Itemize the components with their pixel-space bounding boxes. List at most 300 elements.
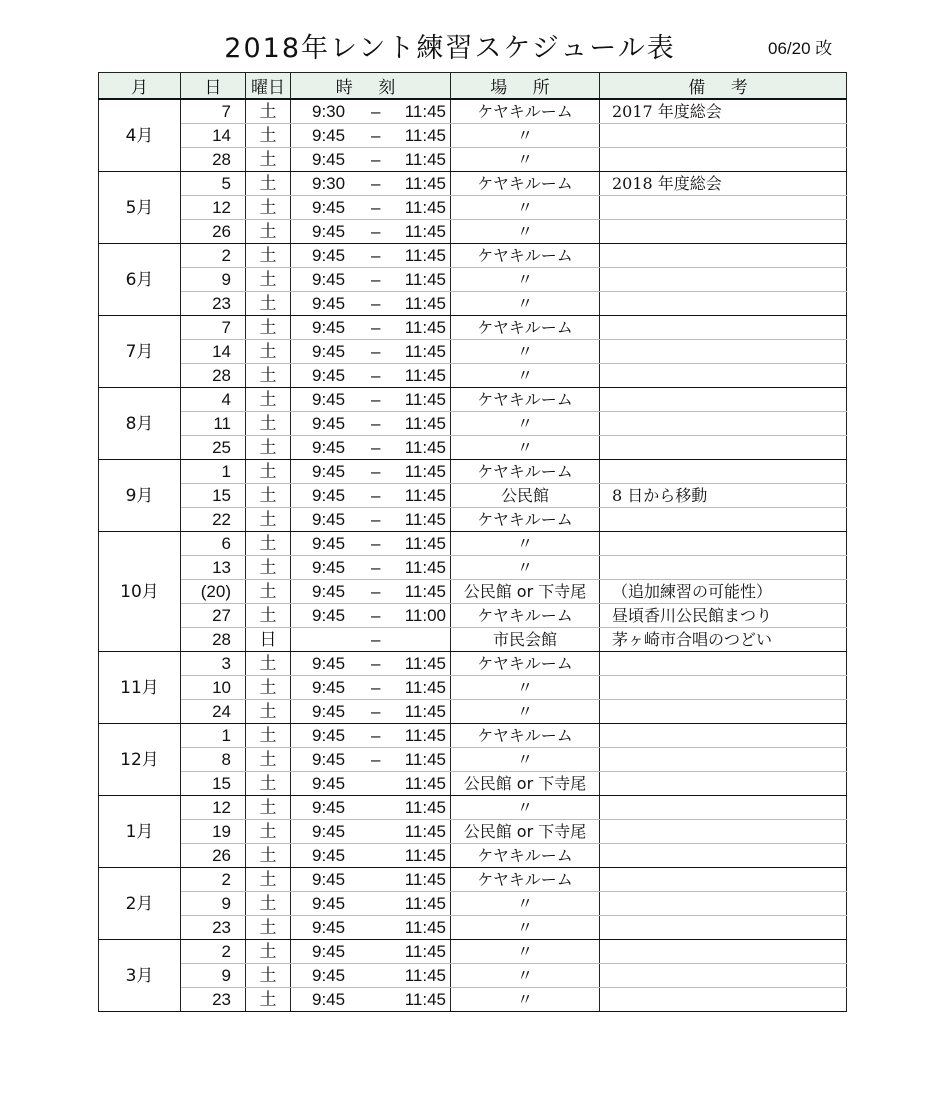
weekday-cell: 土 (246, 292, 291, 316)
time-cell (291, 172, 451, 196)
place-cell: ケヤキルーム (451, 604, 600, 628)
time-cell (291, 436, 451, 460)
header-row (99, 73, 847, 100)
day-cell: 26 (181, 844, 246, 868)
start-time: 9:45 (312, 462, 346, 481)
month-cell: 5月 (99, 172, 181, 244)
note-cell: （追加練習の可能性） (600, 580, 847, 604)
weekday-cell: 土 (246, 196, 291, 220)
time-separator: – (371, 342, 381, 361)
table-row (99, 484, 847, 508)
place-cell: ケヤキルーム (451, 460, 600, 484)
place-cell: 〃 (451, 292, 600, 316)
day-cell: 23 (181, 916, 246, 940)
start-time: 9:30 (312, 174, 346, 193)
table-row (99, 892, 847, 916)
time-cell (291, 124, 451, 148)
place-cell: 〃 (451, 988, 600, 1012)
place-cell: 〃 (451, 700, 600, 724)
time-separator: – (371, 534, 381, 553)
day-cell: 1 (181, 724, 246, 748)
time-separator: – (371, 510, 381, 529)
time-separator: – (371, 750, 381, 769)
time-separator: – (371, 270, 381, 289)
table-row (99, 172, 847, 196)
time-cell (291, 484, 451, 508)
table-row (99, 748, 847, 772)
end-time: 11:45 (404, 966, 446, 985)
start-time: 9:45 (312, 222, 346, 241)
month-cell: 12月 (99, 724, 181, 796)
start-time: 9:45 (312, 534, 346, 553)
time-cell (291, 820, 451, 844)
day-cell: 26 (181, 220, 246, 244)
weekday-cell: 土 (246, 652, 291, 676)
note-cell (600, 532, 847, 556)
start-time: 9:45 (312, 198, 346, 217)
table-row (99, 532, 847, 556)
weekday-cell: 土 (246, 340, 291, 364)
note-cell (600, 772, 847, 796)
note-cell (600, 916, 847, 940)
note-cell (600, 244, 847, 268)
start-time: 9:45 (312, 414, 346, 433)
day-cell: (20) (181, 580, 246, 604)
end-time: 11:45 (404, 894, 446, 913)
end-time: 11:45 (404, 222, 446, 241)
note-cell (600, 796, 847, 820)
time-separator: – (371, 678, 381, 697)
table-row (99, 244, 847, 268)
day-cell: 19 (181, 820, 246, 844)
end-time: 11:45 (404, 798, 446, 817)
table-row (99, 292, 847, 316)
end-time: 11:45 (404, 486, 446, 505)
note-cell: 2018 年度総会 (600, 172, 847, 196)
time-separator: – (371, 630, 381, 649)
end-time: 11:00 (404, 606, 446, 625)
day-cell: 28 (181, 364, 246, 388)
weekday-cell: 土 (246, 508, 291, 532)
end-time: 11:45 (404, 558, 446, 577)
end-time: 11:45 (404, 390, 446, 409)
day-cell: 3 (181, 652, 246, 676)
end-time: 11:45 (404, 702, 446, 721)
time-separator: – (371, 102, 381, 121)
time-separator: – (371, 438, 381, 457)
place-cell: ケヤキルーム (451, 652, 600, 676)
day-cell: 13 (181, 556, 246, 580)
table-row (99, 436, 847, 460)
time-cell (291, 460, 451, 484)
note-cell (600, 676, 847, 700)
time-separator: – (371, 486, 381, 505)
table-row (99, 796, 847, 820)
place-cell: 公民館 (451, 484, 600, 508)
note-cell (600, 460, 847, 484)
day-cell: 27 (181, 604, 246, 628)
month-cell: 2月 (99, 868, 181, 940)
time-cell (291, 628, 451, 652)
time-cell (291, 388, 451, 412)
table-row (99, 964, 847, 988)
place-cell: ケヤキルーム (451, 388, 600, 412)
weekday-cell: 土 (246, 460, 291, 484)
month-cell: 11月 (99, 652, 181, 724)
day-cell: 14 (181, 124, 246, 148)
place-cell: 〃 (451, 556, 600, 580)
time-cell (291, 868, 451, 892)
note-cell: 茅ヶ崎市合唱のつどい (600, 628, 847, 652)
table-row (99, 148, 847, 172)
table-row (99, 220, 847, 244)
time-separator: – (371, 222, 381, 241)
time-separator: – (371, 390, 381, 409)
table-row (99, 508, 847, 532)
weekday-cell: 土 (246, 988, 291, 1012)
start-time: 9:45 (312, 822, 346, 841)
start-time: 9:45 (312, 558, 346, 577)
month-cell: 8月 (99, 388, 181, 460)
weekday-cell: 土 (246, 724, 291, 748)
place-cell: 〃 (451, 676, 600, 700)
time-separator: – (371, 150, 381, 169)
time-cell (291, 580, 451, 604)
time-separator: – (371, 246, 381, 265)
day-cell: 28 (181, 148, 246, 172)
end-time: 11:45 (404, 822, 446, 841)
day-cell: 7 (181, 99, 246, 124)
note-cell (600, 940, 847, 964)
month-cell: 9月 (99, 460, 181, 532)
end-time: 11:45 (404, 870, 446, 889)
time-cell (291, 652, 451, 676)
table-row (99, 916, 847, 940)
weekday-cell: 土 (246, 796, 291, 820)
weekday-cell: 土 (246, 844, 291, 868)
place-cell: 〃 (451, 196, 600, 220)
month-cell: 10月 (99, 532, 181, 652)
place-cell: 〃 (451, 964, 600, 988)
time-cell (291, 796, 451, 820)
start-time: 9:45 (312, 318, 346, 337)
table-row (99, 772, 847, 796)
note-cell (600, 724, 847, 748)
revision-date: 06/20 改 (768, 39, 833, 58)
note-cell (600, 988, 847, 1012)
place-cell: ケヤキルーム (451, 244, 600, 268)
end-time: 11:45 (404, 654, 446, 673)
start-time: 9:45 (312, 990, 346, 1009)
weekday-cell: 土 (246, 388, 291, 412)
weekday-cell: 土 (246, 244, 291, 268)
place-cell: 〃 (451, 220, 600, 244)
end-time: 11:45 (404, 366, 446, 385)
end-time: 11:45 (404, 774, 446, 793)
note-cell (600, 364, 847, 388)
end-time: 11:45 (404, 918, 446, 937)
time-cell (291, 772, 451, 796)
note-cell (600, 820, 847, 844)
time-cell (291, 844, 451, 868)
day-cell: 14 (181, 340, 246, 364)
place-cell: ケヤキルーム (451, 172, 600, 196)
start-time: 9:45 (312, 342, 346, 361)
start-time: 9:45 (312, 486, 346, 505)
end-time: 11:45 (404, 750, 446, 769)
note-cell (600, 388, 847, 412)
time-cell (291, 268, 451, 292)
time-separator: – (371, 654, 381, 673)
month-cell: 3月 (99, 940, 181, 1012)
time-cell (291, 892, 451, 916)
place-cell: 公民館 or 下寺尾 (451, 772, 600, 796)
day-cell: 5 (181, 172, 246, 196)
place-cell: 〃 (451, 892, 600, 916)
time-cell (291, 364, 451, 388)
note-cell (600, 148, 847, 172)
note-cell (600, 292, 847, 316)
weekday-cell: 土 (246, 148, 291, 172)
weekday-cell: 土 (246, 580, 291, 604)
place-cell: 市民会館 (451, 628, 600, 652)
weekday-cell: 土 (246, 412, 291, 436)
table-row (99, 340, 847, 364)
table-row (99, 124, 847, 148)
weekday-cell: 土 (246, 316, 291, 340)
place-cell: 〃 (451, 748, 600, 772)
end-time: 11:45 (404, 174, 446, 193)
table-row (99, 268, 847, 292)
time-cell (291, 508, 451, 532)
place-cell: ケヤキルーム (451, 844, 600, 868)
table-row (99, 676, 847, 700)
time-separator: – (371, 702, 381, 721)
time-separator: – (371, 726, 381, 745)
table-row (99, 99, 847, 124)
start-time: 9:45 (312, 270, 346, 289)
day-cell: 22 (181, 508, 246, 532)
time-cell (291, 316, 451, 340)
start-time: 9:45 (312, 366, 346, 385)
place-cell: 〃 (451, 340, 600, 364)
weekday-cell: 土 (246, 172, 291, 196)
time-separator: – (371, 558, 381, 577)
place-cell: 〃 (451, 940, 600, 964)
table-row (99, 316, 847, 340)
end-time: 11:45 (404, 726, 446, 745)
place-cell: 公民館 or 下寺尾 (451, 580, 600, 604)
place-cell: ケヤキルーム (451, 316, 600, 340)
note-cell (600, 268, 847, 292)
day-cell: 2 (181, 244, 246, 268)
start-time: 9:45 (312, 294, 346, 313)
place-cell: 〃 (451, 364, 600, 388)
weekday-cell: 土 (246, 124, 291, 148)
note-cell (600, 508, 847, 532)
time-separator: – (371, 174, 381, 193)
time-separator: – (371, 582, 381, 601)
month-cell: 6月 (99, 244, 181, 316)
end-time: 11:45 (404, 294, 446, 313)
end-time: 11:45 (404, 102, 446, 121)
weekday-cell: 土 (246, 99, 291, 124)
time-cell (291, 724, 451, 748)
table-row (99, 988, 847, 1012)
table-row (99, 364, 847, 388)
table-row (99, 604, 847, 628)
day-cell: 12 (181, 196, 246, 220)
end-time: 11:45 (404, 510, 446, 529)
note-cell (600, 748, 847, 772)
start-time: 9:45 (312, 246, 346, 265)
time-cell (291, 676, 451, 700)
end-time: 11:45 (404, 462, 446, 481)
end-time: 11:45 (404, 318, 446, 337)
day-cell: 9 (181, 892, 246, 916)
weekday-cell: 土 (246, 676, 291, 700)
time-separator: – (371, 198, 381, 217)
weekday-cell: 土 (246, 892, 291, 916)
note-cell: 2017 年度総会 (600, 99, 847, 124)
weekday-cell: 土 (246, 916, 291, 940)
start-time: 9:45 (312, 390, 346, 409)
time-cell (291, 196, 451, 220)
weekday-cell: 土 (246, 868, 291, 892)
start-time: 9:45 (312, 438, 346, 457)
end-time: 11:45 (404, 126, 446, 145)
start-time: 9:45 (312, 654, 346, 673)
end-time: 11:45 (404, 414, 446, 433)
time-separator: – (371, 414, 381, 433)
column-header-time: 時 刻 (291, 73, 451, 100)
weekday-cell: 土 (246, 700, 291, 724)
note-cell (600, 412, 847, 436)
day-cell: 6 (181, 532, 246, 556)
table-row (99, 556, 847, 580)
place-cell: 〃 (451, 532, 600, 556)
start-time: 9:45 (312, 942, 346, 961)
schedule-body (99, 99, 847, 1012)
place-cell: 〃 (451, 796, 600, 820)
weekday-cell: 土 (246, 556, 291, 580)
start-time: 9:45 (312, 678, 346, 697)
note-cell (600, 124, 847, 148)
time-cell (291, 220, 451, 244)
place-cell: ケヤキルーム (451, 508, 600, 532)
table-row (99, 652, 847, 676)
schedule-table (98, 72, 847, 1012)
end-time: 11:45 (404, 438, 446, 457)
start-time: 9:45 (312, 966, 346, 985)
month-cell: 1月 (99, 796, 181, 868)
note-cell: 8 日から移動 (600, 484, 847, 508)
start-time: 9:45 (312, 918, 346, 937)
time-cell (291, 99, 451, 124)
start-time: 9:45 (312, 150, 346, 169)
column-header-place: 場 所 (451, 73, 600, 100)
day-cell: 9 (181, 964, 246, 988)
weekday-cell: 土 (246, 964, 291, 988)
end-time: 11:45 (404, 678, 446, 697)
day-cell: 15 (181, 484, 246, 508)
start-time: 9:45 (312, 582, 346, 601)
day-cell: 23 (181, 988, 246, 1012)
time-separator: – (371, 126, 381, 145)
end-time: 11:45 (404, 198, 446, 217)
day-cell: 23 (181, 292, 246, 316)
time-cell (291, 340, 451, 364)
place-cell: ケヤキルーム (451, 724, 600, 748)
day-cell: 25 (181, 436, 246, 460)
day-cell: 8 (181, 748, 246, 772)
place-cell: ケヤキルーム (451, 99, 600, 124)
day-cell: 2 (181, 940, 246, 964)
day-cell: 1 (181, 460, 246, 484)
day-cell: 9 (181, 268, 246, 292)
note-cell (600, 964, 847, 988)
end-time: 11:45 (404, 342, 446, 361)
time-cell (291, 916, 451, 940)
time-separator: – (371, 318, 381, 337)
day-cell: 7 (181, 316, 246, 340)
weekday-cell: 土 (246, 484, 291, 508)
time-cell (291, 700, 451, 724)
weekday-cell: 土 (246, 220, 291, 244)
weekday-cell: 土 (246, 940, 291, 964)
place-cell: 〃 (451, 148, 600, 172)
time-cell (291, 748, 451, 772)
place-cell: 〃 (451, 916, 600, 940)
place-cell: ケヤキルーム (451, 868, 600, 892)
weekday-cell: 土 (246, 436, 291, 460)
month-cell: 7月 (99, 316, 181, 388)
column-header-month: 月 (99, 73, 181, 100)
start-time: 9:45 (312, 126, 346, 145)
weekday-cell: 土 (246, 604, 291, 628)
start-time: 9:45 (312, 846, 346, 865)
end-time: 11:45 (404, 534, 446, 553)
note-cell (600, 436, 847, 460)
end-time: 11:45 (404, 846, 446, 865)
end-time: 11:45 (404, 582, 446, 601)
time-separator: – (371, 366, 381, 385)
table-row (99, 628, 847, 652)
table-row (99, 412, 847, 436)
start-time: 9:45 (312, 606, 346, 625)
end-time: 11:45 (404, 942, 446, 961)
day-cell: 24 (181, 700, 246, 724)
note-cell (600, 220, 847, 244)
table-row (99, 196, 847, 220)
column-header-weekday: 曜日 (246, 73, 291, 100)
start-time: 9:30 (312, 102, 346, 121)
start-time: 9:45 (312, 510, 346, 529)
weekday-cell: 土 (246, 820, 291, 844)
note-cell (600, 868, 847, 892)
place-cell: 〃 (451, 436, 600, 460)
time-cell (291, 604, 451, 628)
time-cell (291, 412, 451, 436)
table-row (99, 844, 847, 868)
table-row (99, 820, 847, 844)
day-cell: 15 (181, 772, 246, 796)
weekday-cell: 土 (246, 268, 291, 292)
table-row (99, 460, 847, 484)
note-cell (600, 340, 847, 364)
note-cell (600, 844, 847, 868)
table-row (99, 388, 847, 412)
